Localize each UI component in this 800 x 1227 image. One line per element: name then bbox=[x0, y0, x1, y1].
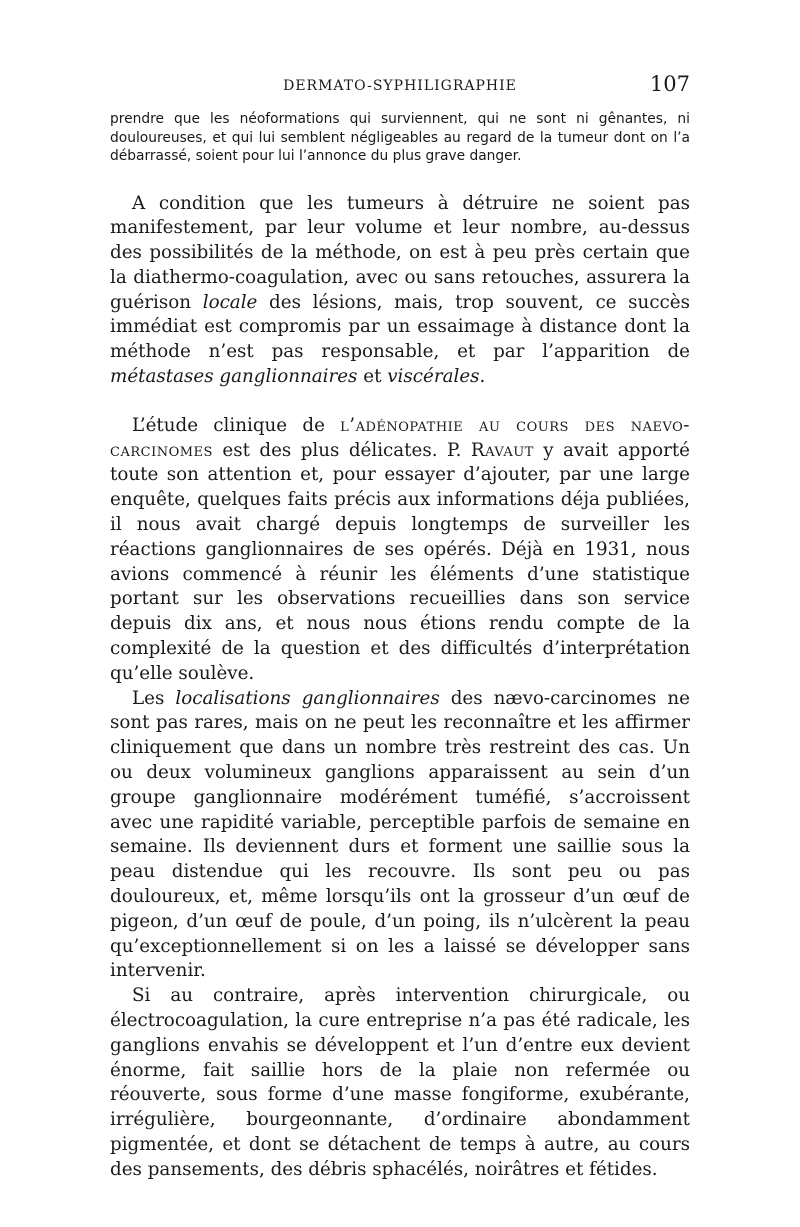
text-run: Les bbox=[132, 687, 176, 709]
italic-term: localisations ganglionnaires bbox=[175, 687, 440, 709]
page-number: 107 bbox=[649, 72, 690, 96]
paragraph-carryover: prendre que les néoformations qui surviennent, qui ne sont ni gênantes, ni douloureuses, et qui lui semblent négligeables au regard de la tumeur dont on l’a débarrassé, soient pour lui l’annonce du plus grave danger. bbox=[110, 111, 690, 164]
paragraph-intervention: Si au contraire, après intervention chirurgicale, ou électrocoagulation, la cure entreprise n’a pas été radicale, les ganglions envahis se développent et l’un d’entre eux devient énorme, fait saillie hors de la plaie non refermée ou réouverte, sous forme d’une masse fongiforme, exubérante, irrégulière, bourgeonnante, d’ordinaire abondamment pigmentée, et dont se détachent de temps à autre, au cours des pansements, des débris sphacélés, noirâtres et fétides. bbox=[110, 985, 690, 1180]
text-run: y avait apporté toute son attention et, pour essayer d’ajouter, par une large enquête, quelques faits précis aux informations déja publiées, il nous avait chargé depuis longtemps de surveiller les réactions ganglionnaires de ses opérés. Déjà en 1931, nous avions commencé à réunir les éléments d’une statistique portant sur les observations recueillies dans son service depuis dix ans, et nous nous étions rendu compte de la complexité de la question et des difficultés d’interprétation qu’elle soulève. bbox=[110, 439, 690, 684]
text-run: A condition que les tumeurs à détruire ne soient pas manifestement, par leur volume et leur nombre, au-dessus des possibilités de la méthode, on est à peu près certain que la diathermo-coagulation, avec ou sans retouches, assurera la guérison bbox=[110, 192, 690, 313]
text-run: des nævo-carcinomes ne sont pas rares, mais on ne peut les reconnaître et les affirmer cliniquement que dans un nombre très restreint des cas. Un ou deux volumineux ganglions apparaissent au sein d’un groupe ganglionnaire modérément tuméfié, s’accroissent avec une rapidité variable, perceptible parfois de semaine en semaine. Ils deviennent durs et forment une saillie sous la peau distendue qui les recouvre. Ils sont peu ou pas douloureux, et, même lorsqu’ils ont la grosseur d’un œuf de pigeon, d’un œuf de poule, d’un poing, ils n’ulcèrent la peau qu’exceptionnellement si on les a laissé se développer sans intervenir. bbox=[110, 687, 690, 982]
italic-term: métastases ganglionnaires bbox=[110, 366, 358, 388]
author-name: Ravaut bbox=[470, 439, 534, 461]
paragraph-diathermo-coagulation bbox=[110, 192, 690, 390]
small-caps-term: l’adénopathie au cours des naevo-carcinomes bbox=[110, 414, 690, 461]
italic-term: viscérales bbox=[387, 366, 480, 388]
running-head bbox=[110, 70, 690, 110]
italic-term: locale bbox=[202, 291, 258, 313]
running-title: DERMATO-SYPHILIGRAPHIE bbox=[283, 78, 517, 94]
book-page bbox=[110, 70, 690, 1183]
paragraph-adenopathie bbox=[110, 414, 690, 687]
paragraph-localisations bbox=[110, 687, 690, 985]
text-run: et bbox=[357, 366, 388, 388]
text-run: est des plus délicates. P. bbox=[212, 439, 471, 461]
text-run: des lésions, mais, trop souvent, ce succès immédiat est compromis par un essaimage à distance dont la méthode n’est pas responsable, et par l’apparition de bbox=[110, 291, 690, 363]
text-run: L’étude clinique de bbox=[132, 414, 341, 436]
text-run: . bbox=[479, 366, 486, 388]
